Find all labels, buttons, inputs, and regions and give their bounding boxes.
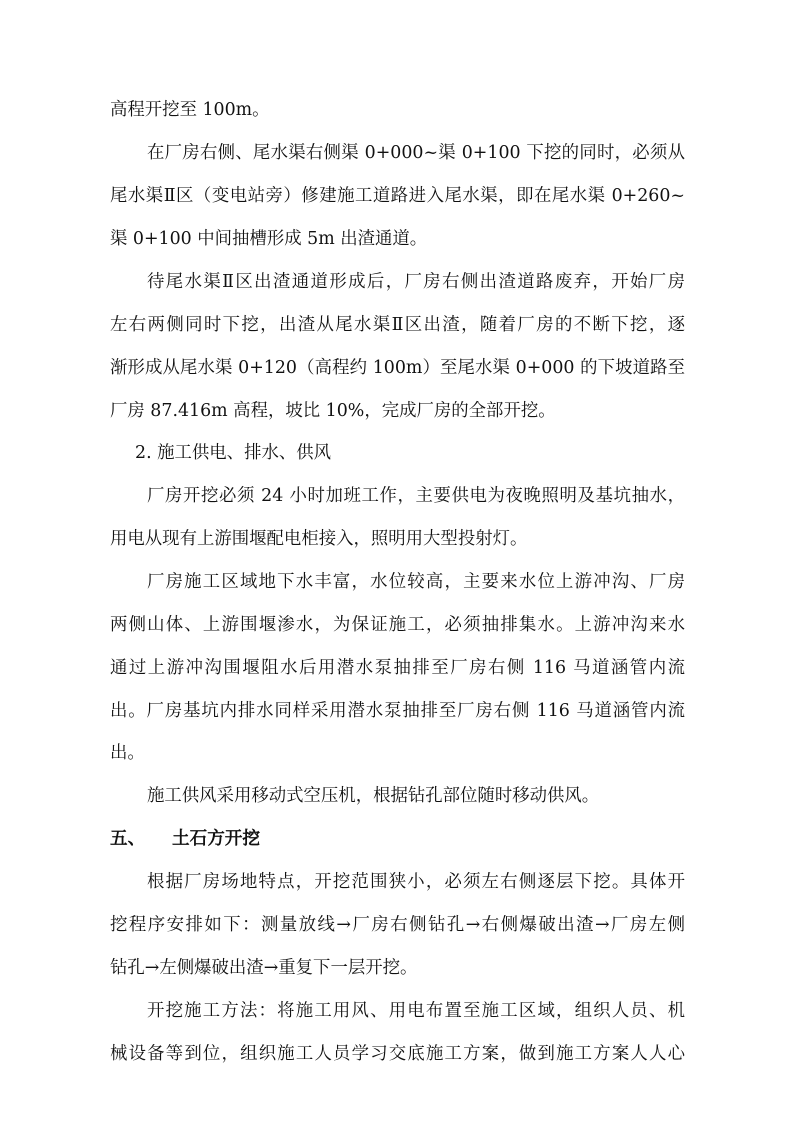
text-line: 在厂房右侧、尾水渠右侧渠 0+000~渠 0+100 下挖的同时，必须从 bbox=[147, 143, 685, 163]
text-line: 渠 0+100 中间抽槽形成 5m 出渣通道。 bbox=[110, 229, 428, 249]
text-line: 出。 bbox=[110, 743, 145, 763]
text-line: 通过上游冲沟围堰阻水后用潜水泵抽排至厂房右侧 116 马道涵管内流 bbox=[110, 658, 685, 678]
numbered-subheading: 2. 施工供电、排水、供风 bbox=[135, 443, 332, 463]
text-line: 用电从现有上游围堰配电柜接入，照明用大型投射灯。 bbox=[110, 529, 528, 549]
section-number: 五、 bbox=[110, 828, 146, 849]
text-line: 厂房施工区域地下水丰富，水位较高，主要来水位上游冲沟、厂房 bbox=[147, 572, 685, 592]
text-line: 高程开挖至 100m。 bbox=[110, 100, 270, 120]
text-line: 钻孔→左侧爆破出渣→重复下一层开挖。 bbox=[110, 958, 418, 978]
section-title: 土石方开挖 bbox=[172, 828, 260, 849]
text-line: 开挖施工方法：将施工用风、用电布置至施工区域，组织人员、机 bbox=[147, 1001, 685, 1021]
text-line: 两侧山体、上游围堰渗水，为保证施工，必须抽排集水。上游冲沟来水 bbox=[110, 615, 685, 635]
section-heading bbox=[110, 827, 260, 851]
text-line: 施工供风采用移动式空压机，根据钻孔部位随时移动供风。 bbox=[147, 786, 600, 806]
text-line: 渐形成从尾水渠 0+120（高程约 100m）至尾水渠 0+000 的下坡道路至 bbox=[110, 358, 685, 378]
text-line: 根据厂房场地特点，开挖范围狭小，必须左右侧逐层下挖。具体开 bbox=[147, 872, 685, 892]
text-line: 尾水渠Ⅱ区（变电站旁）修建施工道路进入尾水渠，即在尾水渠 0+260~ bbox=[110, 186, 685, 206]
text-line: 厂房开挖必须 24 小时加班工作，主要供电为夜晚照明及基坑抽水， bbox=[147, 486, 685, 506]
text-line: 械设备等到位，组织施工人员学习交底施工方案，做到施工方案人人心 bbox=[110, 1044, 685, 1064]
text-line: 左右两侧同时下挖，出渣从尾水渠Ⅱ区出渣，随着厂房的不断下挖，逐 bbox=[110, 315, 685, 335]
text-line: 待尾水渠Ⅱ区出渣通道形成后，厂房右侧出渣道路废弃，开始厂房 bbox=[147, 272, 685, 292]
text-line: 出。厂房基坑内排水同样采用潜水泵抽排至厂房右侧 116 马道涵管内流 bbox=[110, 701, 685, 721]
text-line: 挖程序安排如下：测量放线→厂房右侧钻孔→右侧爆破出渣→厂房左侧 bbox=[110, 915, 685, 935]
text-line: 厂房 87.416m 高程，坡比 10%，完成厂房的全部开挖。 bbox=[110, 401, 556, 421]
